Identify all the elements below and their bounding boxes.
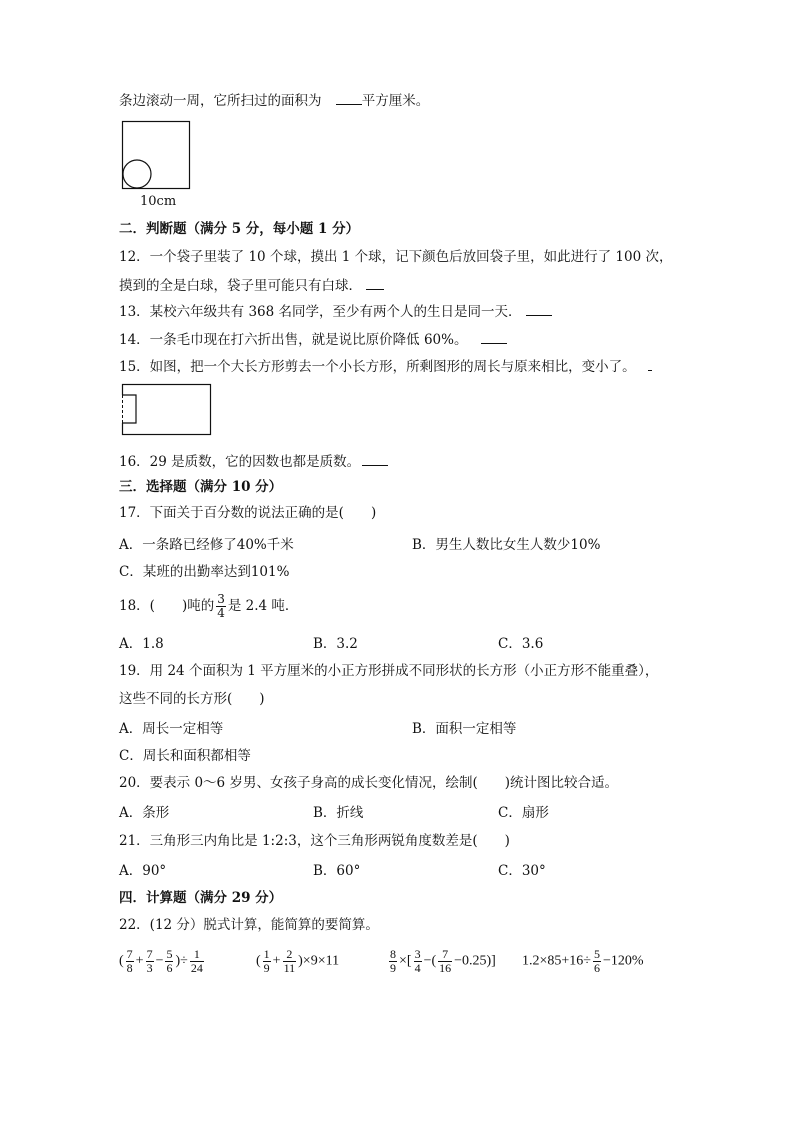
square-circle-figure	[121, 120, 193, 192]
answer-blank[interactable]	[366, 275, 384, 290]
q19-line2: 这些不同的长方形( )	[119, 691, 265, 707]
section-3-title: 三．选择题（满分 10 分）	[119, 479, 283, 495]
answer-blank[interactable]	[648, 356, 652, 371]
q21-option-b[interactable]: B．60°	[313, 863, 361, 879]
q18-pre: 18．( )吨的	[119, 598, 215, 614]
q20-option-a[interactable]: A．条形	[119, 805, 170, 821]
expression-4: 1.2×85+16÷ $\frac{5}{6}$ −120%	[522, 947, 644, 975]
q19-option-c[interactable]: C．周长和面积都相等	[119, 748, 251, 764]
q17-stem: 17．下面关于百分数的说法正确的是( )	[119, 505, 377, 521]
q19-line1: 19．用 24 个面积为 1 平方厘米的小正方形拼成不同形状的长方形（小正方形不能重叠），	[119, 663, 659, 679]
q15-line	[119, 356, 652, 377]
q13-line	[119, 301, 552, 322]
fraction: $\frac{3}{4}$	[217, 592, 225, 620]
q18-option-b[interactable]: B．3.2	[313, 636, 358, 652]
q21-option-a[interactable]: A．90°	[119, 863, 167, 879]
q11-tail-text: 条边滚动一周，它所扫过的面积为	[119, 93, 322, 109]
q18-post: 是 2.4 吨．	[227, 598, 299, 614]
q14-text: 14．一条毛巾现在打六折出售，就是说比原价降低 60%。	[119, 332, 468, 348]
section-4-title: 四．计算题（满分 29 分）	[119, 890, 283, 906]
q17-option-b[interactable]: B．男生人数比女生人数少10%	[412, 537, 601, 553]
q18-stem	[119, 591, 298, 621]
q12-line2	[119, 275, 384, 296]
q12-line1: 12．一个袋子里装了 10 个球，摸出 1 个球，记下颜色后放回袋子里，如此进行了 100 次，	[119, 249, 673, 265]
q18-option-c[interactable]: C．3.6	[498, 636, 544, 652]
q20-option-c[interactable]: C．扇形	[498, 805, 549, 821]
q16-line	[119, 451, 388, 472]
q15-text: 15．如图，把一个大长方形剪去一个小长方形，所剩图形的周长与原来相比，变小了。	[119, 359, 636, 375]
expression-3: $\frac{8}{9}$ ×[ $\frac{3}{4}$ −( $\frac{7}{16}$ −0.25)]	[390, 947, 496, 975]
q19-option-b[interactable]: B．面积一定相等	[412, 721, 517, 737]
answer-blank[interactable]	[526, 301, 552, 316]
q20-option-b[interactable]: B．折线	[313, 805, 364, 821]
q21-stem: 21．三角形三内角比是 1:2:3，这个三角形两锐角度数差是( )	[119, 833, 510, 849]
q21-option-c[interactable]: C．30°	[498, 863, 546, 879]
q14-line	[119, 329, 507, 350]
rectangle-cut-figure	[121, 383, 215, 439]
expression-2: ( $\frac{1}{9}$ + $\frac{2}{11}$ )×9×11	[256, 947, 340, 975]
section-2-title: 二．判断题（满分 5 分，每小题 1 分）	[119, 221, 360, 237]
q13-text: 13．某校六年级共有 368 名同学，至少有两个人的生日是同一天．	[119, 304, 522, 320]
answer-blank[interactable]	[336, 90, 362, 105]
q19-option-a[interactable]: A．周长一定相等	[119, 721, 224, 737]
q18-option-a[interactable]: A．1.8	[119, 636, 164, 652]
q17-option-a[interactable]: A．一条路已经修了40%千米	[119, 537, 294, 553]
q20-stem: 20．要表示 0～6 岁男、女孩子身高的成长变化情况，绘制( )统计图比较合适。	[119, 775, 618, 791]
answer-blank[interactable]	[481, 329, 507, 344]
q22-stem: 22．(12 分）脱式计算，能简算的要简算。	[119, 917, 379, 933]
expression-1: ( $\frac{7}{8}$ + $\frac{7}{3}$ − $\frac{5}{6}$ )÷ $\frac{1}{24}$	[119, 947, 203, 975]
q11-unit: 平方厘米。	[361, 93, 430, 109]
q12-line2-text: 摸到的全是白球，袋子里可能只有白球．	[119, 278, 362, 294]
q17-option-c[interactable]: C．某班的出勤率达到101%	[119, 564, 290, 580]
q11-tail-line	[119, 90, 429, 111]
figure-label-10cm: 10cm	[140, 194, 177, 209]
q16-text: 16．29 是质数，它的因数也都是质数。	[119, 454, 361, 470]
answer-blank[interactable]	[362, 451, 388, 466]
